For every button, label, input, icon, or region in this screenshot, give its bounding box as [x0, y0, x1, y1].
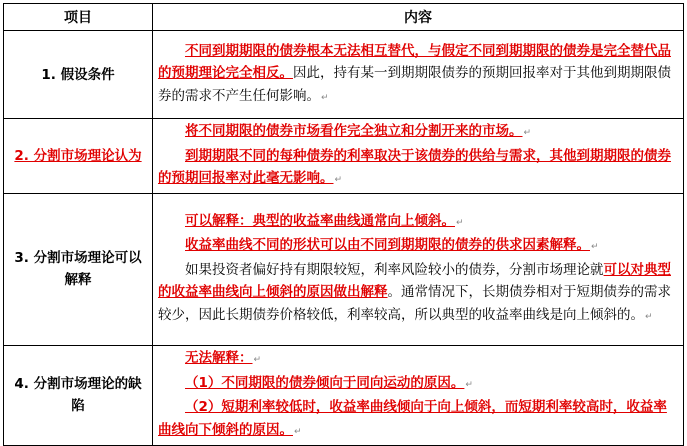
row-content — [153, 345, 684, 445]
content-paragraph — [158, 396, 679, 443]
content-paragraph — [158, 234, 679, 259]
row-item-label: 3. 分割市场理论可以解释 — [14, 250, 142, 288]
table-row — [4, 31, 684, 119]
paragraph-mark-icon: ↵ — [591, 242, 599, 253]
content-paragraph — [158, 210, 679, 235]
comparison-table — [3, 3, 684, 446]
table-row — [4, 119, 684, 194]
header-item: 项目 — [4, 4, 153, 31]
row-item-label: 1. 假设条件 — [41, 66, 115, 83]
highlighted-text: 可以解释：典型的收益率曲线通常向上倾斜。 — [185, 212, 455, 229]
row-item — [4, 119, 153, 194]
highlighted-text: 可以对典型的收益率曲线向上倾斜的原因做出解释 — [158, 261, 671, 301]
highlighted-text: （2）短期利率较低时，收益率曲线倾向于向上倾斜，而短期利率较高时，收益率曲线向下倾斜的原因。 — [158, 399, 667, 438]
highlighted-text: 收益率曲线不同的形状可以由不同到期期限的债券的供求因素解释。 — [185, 237, 590, 254]
highlighted-text: （1）不同期限的债券倾向于同向运动的原因。 — [185, 374, 465, 391]
table-header-row — [4, 4, 684, 31]
paragraph-mark-icon: ↵ — [294, 426, 302, 437]
paragraph-mark-icon: ↵ — [456, 217, 464, 228]
highlighted-text: 无法解释： — [185, 350, 253, 366]
paragraph-mark-icon: ↵ — [523, 128, 532, 138]
highlighted-text: 将不同期限的债券市场看作完全独立和分割开来的市场。 — [185, 123, 523, 139]
highlighted-text: 不同到期期限的债券根本无法相互替代，与假定不同到期期限的债券是完全替代品的预期理论完全相反。 — [158, 42, 671, 82]
content-paragraph — [158, 40, 679, 110]
content-paragraph — [158, 372, 679, 397]
header-content: 内容 — [153, 4, 684, 31]
row-content — [153, 31, 684, 119]
row-item-label: 4. 分割市场理论的缺陷 — [14, 376, 142, 414]
row-item — [4, 193, 153, 345]
paragraph-mark-icon: ↵ — [253, 355, 262, 365]
paragraph-mark-icon: ↵ — [465, 379, 473, 390]
body-text: 因此，持有某一到期期限债券的预期回报率对于其他到期期限债券的需求不产生任何影响。 — [158, 65, 671, 104]
table-row — [4, 193, 684, 345]
row-item-label: 2. 分割市场理论认为 — [14, 147, 142, 164]
content-paragraph — [158, 145, 679, 192]
body-text: 如果投资者偏好持有期限较短，利率风险较小的债券，分割市场理论就 — [185, 261, 604, 278]
content-paragraph — [158, 347, 679, 372]
paragraph-mark-icon: ↵ — [645, 311, 653, 322]
table-row — [4, 345, 684, 445]
row-item — [4, 31, 153, 119]
content-paragraph — [158, 259, 679, 329]
paragraph-mark-icon: ↵ — [321, 92, 329, 103]
row-content — [153, 193, 684, 345]
body-text: 。通常情况下，长期债券相对于短期债券的需求较少，因此长期债券价格较低，利率较高，所以典型的收益率曲线是向上倾斜的。 — [158, 284, 671, 323]
highlighted-text: 到期期限不同的每种债券的利率取决于该债券的供给与需求，其他到期期限的债券的预期回报率对此毫无影响。 — [158, 147, 671, 186]
row-item — [4, 345, 153, 445]
row-content — [153, 119, 684, 194]
content-paragraph — [158, 120, 679, 145]
paragraph-mark-icon: ↵ — [334, 175, 343, 185]
